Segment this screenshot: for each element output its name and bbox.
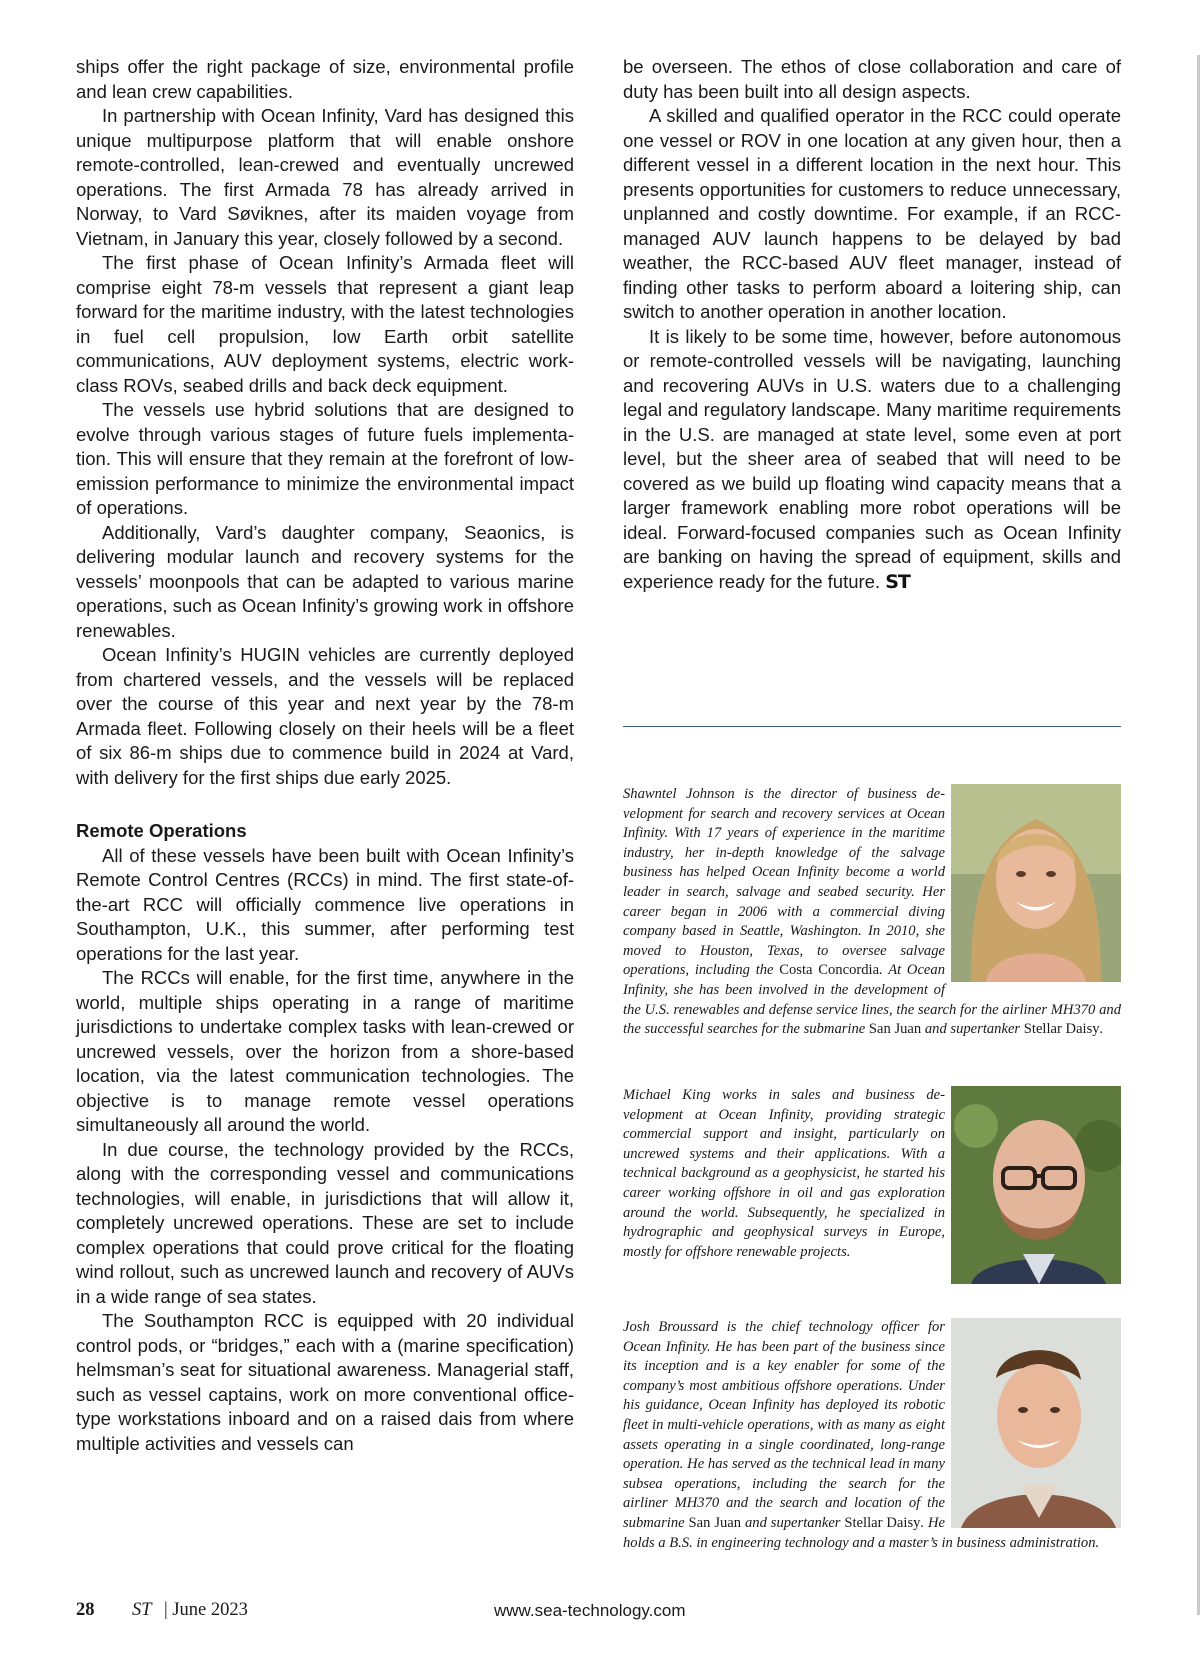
left-column bbox=[76, 55, 574, 1456]
issue-date: | June 2023 bbox=[164, 1600, 248, 1620]
bio-text: Michael King works in sales and business development at Ocean Infinity, providing strategic commercial support and insight, particularly on uncrewed systems and their applications. With a technical background as a geophysicist, he started his career working offshore in oil and gas exploration around the world. Subsequently, he specialized in hydrographic and geophysical surveys in Europe, mostly for offshore renewable projects. bbox=[623, 1087, 945, 1260]
paragraph: Ocean Infinity’s HUGIN vehicles are currently deployed from chartered vessels, and the vessels will be replaced over the course of this year and next year by the 78-m Armada fleet. Following closely on their heels will be a fleet of six 86-m ships due to commence build in 2024 at Vard, with delivery for the first ships due early 2025. bbox=[76, 644, 574, 788]
page-number: 28 bbox=[76, 1600, 95, 1620]
section-divider bbox=[623, 726, 1121, 727]
end-mark-logo: ST bbox=[885, 570, 910, 593]
paragraph: be overseen. The ethos of close collaboration and care of duty has been built into all design aspects. bbox=[623, 56, 1121, 102]
paragraph bbox=[623, 325, 1121, 595]
paragraph: Additionally, Vard’s daughter company, Seaonics, is delivering modular launch and recovery systems for the vessels’ moonpools that can be adapted to various marine operations, such as Ocean Infinity’s growing work in offshore renewables. bbox=[76, 521, 574, 641]
paragraph: In due course, the technology provided by the RCCs, along with the corresponding vessel and communications technologies, will enable, in jurisdictions that will allow it, completely uncrewed operations. These are set to include complex operations that could prove critical for the floating wind rollout, such as uncrewed launch and recovery of AUVs in a wide range of sea states. bbox=[76, 1138, 574, 1307]
author-bio-michael-king bbox=[623, 1086, 1121, 1262]
ship-name: Costa Concordia bbox=[779, 962, 880, 979]
author-bio-josh-broussard bbox=[623, 1318, 1121, 1553]
bio-text: Josh Broussard is the chief technology officer for Ocean Infinity. He has been part of the business since its inception and is a key enabler for some of the company’s most ambitious offshore operations. Under his guidance, Ocean Infinity has deployed its robotic fleet in multi-vehicle operations, with as many as eight assets operating in a single coordinated, long-range operation. He has served as the technical lead in many subsea operations, including the search for the airliner MH370 and the search and location of the submarine bbox=[623, 1319, 945, 1531]
right-column bbox=[623, 55, 1121, 594]
bio-text: . bbox=[1099, 1021, 1104, 1038]
photo-wrap-spacer bbox=[945, 1318, 1121, 1530]
bio-text: . At Ocean Infinity, she has been involved in the development of the U.S. renewables and defense service lines, the search for the airliner MH370 and the successful searches for the submarine bbox=[623, 962, 1121, 1038]
paragraph: ships offer the right package of size, environmental profile and lean crew capabilities. bbox=[76, 56, 574, 102]
paragraph: The vessels use hybrid solutions that are designed to evolve through various stages of future fuels implementation. This will ensure that they remain at the forefront of low-emission performance to minimize the environmental impact of operations. bbox=[76, 399, 574, 518]
bio-text: Shawntel Johnson is the director of business development for search and recovery services at Ocean Infinity. With 17 years of experience in the maritime industry, her in-depth knowledge of the salvage business has helped Ocean Infinity become a world leader in search, salvage and seabed security. Her career began in 2006 with a commercial diving company based in Seattle, Washington. In 2010, she moved to Houston, Texas, to oversee salvage operations, including the bbox=[623, 786, 945, 979]
paragraph: The Southampton RCC is equipped with 20 individual control pods, or “bridges,” each with a (marine specification) helmsman’s seat for situational awareness. Managerial staff, such as vessel captains, work on more conventional office-type workstations inboard and on a raised dais from where multiple activities and vessels can bbox=[76, 1310, 574, 1454]
photo-wrap-spacer bbox=[945, 785, 1121, 983]
ship-name: San Juan bbox=[868, 1021, 922, 1038]
paragraph: In partnership with Ocean Infinity, Vard has designed this unique multipurpose platform that will enable onshore remote-controlled, lean-crewed and eventually uncrewed operations. The first Armada 78 has already arrived in Norway, to Vard Søviknes, after its maiden voyage from Vietnam, in January this year, closely followed by a second. bbox=[76, 105, 574, 249]
author-bio-shawntel-johnson bbox=[623, 785, 1121, 1040]
website-url: www.sea-technology.com bbox=[494, 1601, 686, 1620]
ship-name: Stellar Daisy bbox=[1023, 1021, 1100, 1038]
ship-name: Stellar Daisy bbox=[844, 1514, 921, 1531]
ship-name: San Juan bbox=[688, 1514, 742, 1531]
paragraph: A skilled and qualified operator in the RCC could operate one vessel or ROV in one location at any given hour, then a different vessel in a different location in the next hour. This presents opportunities for customers to reduce unnecessary, unplanned and costly downtime. For example, if an RCC-managed AUV launch happens to be delayed by bad weather, the RCC-based AUV fleet manager, instead of finding other tasks to perform aboard a loitering ship, can switch to another operation in another location. bbox=[623, 105, 1121, 322]
paragraph: The first phase of Ocean Infinity’s Armada fleet will comprise eight 78-m vessels that represent a giant leap forward for the maritime industry, with the latest technologies in fuel cell propulsion, low Earth orbit satellite communications, AUV deployment systems, electric work-class ROVs, seabed drills and back deck equipment. bbox=[76, 252, 574, 396]
bio-text: and supertanker bbox=[744, 1514, 841, 1531]
paragraph-text: It is likely to be some time, however, before autonomous or remote-controlled vessels will be navigating, launching and recovering AUVs in U.S. waters due to a challenging legal and regulatory landscape. Many maritime requirements in the U.S. are managed at state level, some even at port level, but the sheer area of seabed that will need to be covered as we build up floating wind capacity means that a larger framework enabling more robot operations will be ideal. Forward-focused companies such as Ocean Infinity are banking on having the spread of equipment, skills and experience ready for the future. bbox=[623, 325, 1121, 592]
bio-text: . He holds a B.S. in engineering technology and a master’s in business administration. bbox=[623, 1514, 1100, 1551]
publication-abbrev: ST bbox=[132, 1600, 152, 1620]
paragraph: All of these vessels have been built with Ocean Infinity’s Remote Control Centres (RCCs) in mind. The first state-of-the-art RCC will officially commence live operations in Southampton, U.K., this summer, after performing test operations for the last year. bbox=[76, 844, 574, 964]
section-heading: Remote Operations bbox=[76, 820, 247, 841]
paragraph: The RCCs will enable, for the first time, anywhere in the world, multiple ships operating in a range of maritime jurisdictions to undertake complex tasks with lean-crewed or uncrewed vessels, over the horizon from a shore-based location, via the latest communication technologies. The objective is to manage remote vessel operations simultaneously all around the world. bbox=[76, 967, 574, 1135]
bio-text: and supertanker bbox=[924, 1021, 1021, 1038]
